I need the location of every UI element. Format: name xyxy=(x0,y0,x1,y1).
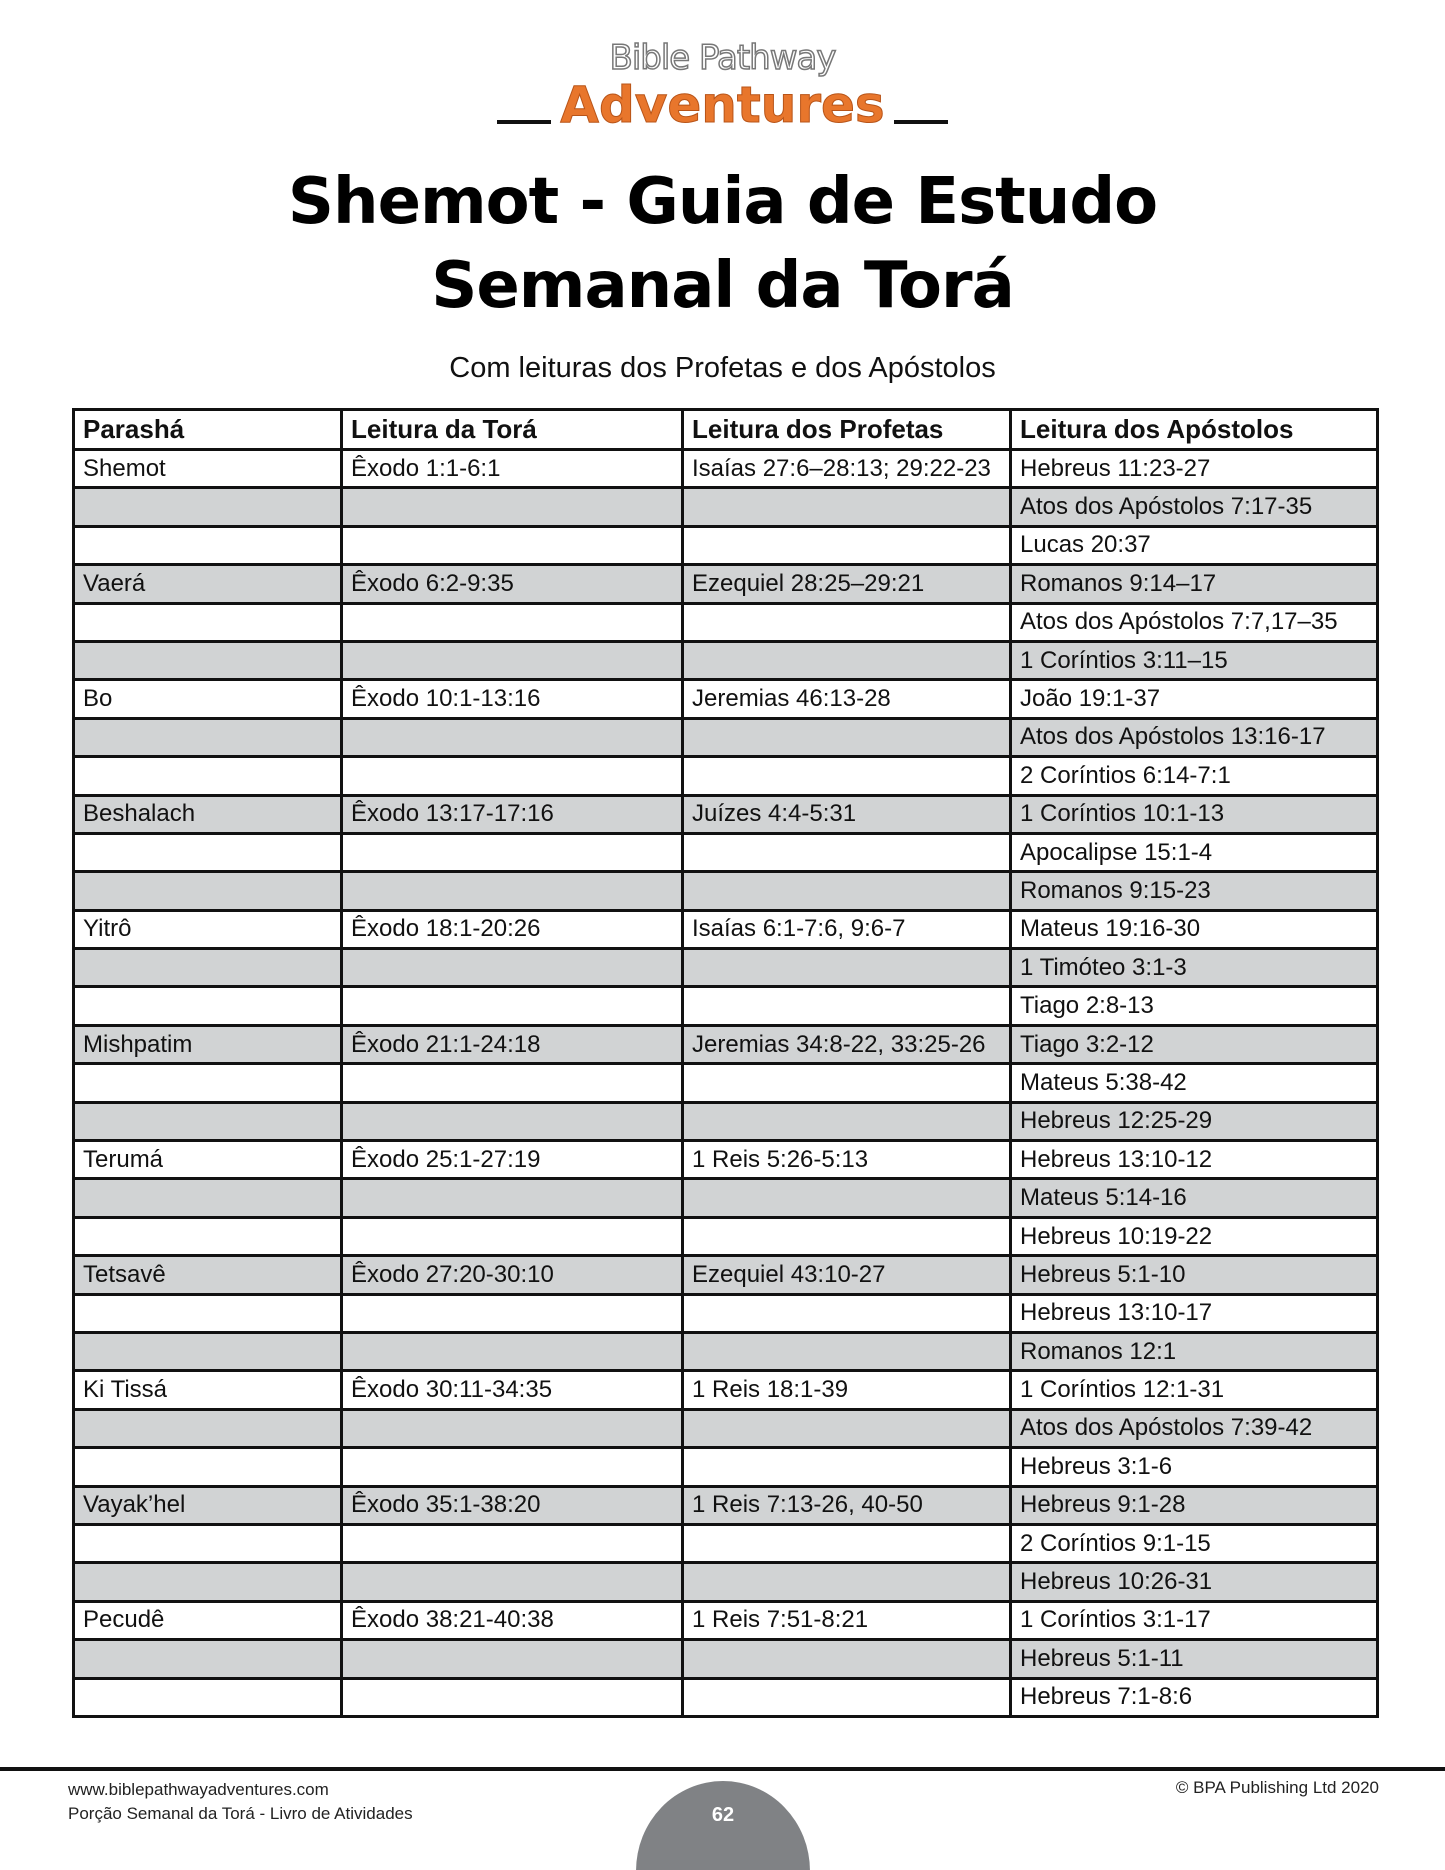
cell-apostles: Hebreus 5:1-10 xyxy=(1011,1256,1378,1294)
cell-torah: Êxodo 27:20-30:10 xyxy=(342,1256,683,1294)
cell-prophets: Jeremias 46:13-28 xyxy=(683,680,1011,718)
cell-prophets: Isaías 6:1-7:6, 9:6-7 xyxy=(683,910,1011,948)
cell-parasha: Ki Tissá xyxy=(74,1371,342,1409)
cell-parasha xyxy=(74,1678,342,1716)
cell-torah xyxy=(342,1524,683,1562)
cell-prophets xyxy=(683,1563,1011,1601)
cell-apostles: 2 Coríntios 9:1-15 xyxy=(1011,1524,1378,1562)
cell-apostles: Romanos 9:15-23 xyxy=(1011,872,1378,910)
cell-torah xyxy=(342,949,683,987)
cell-parasha xyxy=(74,603,342,641)
footer-divider xyxy=(0,1767,1445,1771)
table-row xyxy=(74,1256,1378,1294)
cell-prophets: Juízes 4:4-5:31 xyxy=(683,795,1011,833)
cell-parasha: Terumá xyxy=(74,1141,342,1179)
cell-prophets xyxy=(683,718,1011,756)
cell-parasha xyxy=(74,1332,342,1370)
cell-torah xyxy=(342,1294,683,1332)
logo-divider-right xyxy=(894,120,948,124)
cell-parasha xyxy=(74,1448,342,1486)
cell-prophets xyxy=(683,1448,1011,1486)
cell-prophets xyxy=(683,526,1011,564)
table-row xyxy=(74,1217,1378,1255)
logo-line-1: Bible Pathway xyxy=(609,38,836,78)
table-row xyxy=(74,718,1378,756)
cell-torah xyxy=(342,1102,683,1140)
table-row xyxy=(74,565,1378,603)
page-subtitle: Com leituras dos Profetas e dos Apóstolos xyxy=(449,352,996,384)
cell-parasha xyxy=(74,1179,342,1217)
cell-apostles: Romanos 12:1 xyxy=(1011,1332,1378,1370)
cell-torah xyxy=(342,833,683,871)
table-row xyxy=(74,488,1378,526)
cell-torah: Êxodo 30:11-34:35 xyxy=(342,1371,683,1409)
cell-parasha xyxy=(74,526,342,564)
cell-torah xyxy=(342,1179,683,1217)
cell-parasha xyxy=(74,949,342,987)
cell-prophets xyxy=(683,1409,1011,1447)
cell-prophets: Ezequiel 43:10-27 xyxy=(683,1256,1011,1294)
table-row xyxy=(74,987,1378,1025)
cell-apostles: Hebreus 5:1-11 xyxy=(1011,1640,1378,1678)
table-row xyxy=(74,1371,1378,1409)
table-row xyxy=(74,450,1378,488)
cell-prophets xyxy=(683,641,1011,679)
table-row xyxy=(74,757,1378,795)
table-body xyxy=(74,450,1378,1717)
cell-torah xyxy=(342,1217,683,1255)
cell-prophets: 1 Reis 7:51-8:21 xyxy=(683,1601,1011,1639)
cell-parasha xyxy=(74,641,342,679)
table-row xyxy=(74,1448,1378,1486)
cell-torah xyxy=(342,1563,683,1601)
cell-torah xyxy=(342,1332,683,1370)
header-prophets-reading: Leitura dos Profetas xyxy=(683,410,1011,450)
table-row xyxy=(74,1141,1378,1179)
table-row xyxy=(74,1486,1378,1524)
cell-prophets: Jeremias 34:8-22, 33:25-26 xyxy=(683,1025,1011,1063)
cell-torah: Êxodo 6:2-9:35 xyxy=(342,565,683,603)
table-row xyxy=(74,1102,1378,1140)
cell-apostles: Hebreus 12:25-29 xyxy=(1011,1102,1378,1140)
cell-parasha xyxy=(74,1294,342,1332)
cell-apostles: Lucas 20:37 xyxy=(1011,526,1378,564)
cell-prophets xyxy=(683,1217,1011,1255)
cell-parasha xyxy=(74,488,342,526)
table-row xyxy=(74,872,1378,910)
cell-torah: Êxodo 21:1-24:18 xyxy=(342,1025,683,1063)
cell-parasha: Pecudê xyxy=(74,1601,342,1639)
cell-apostles: Mateus 5:38-42 xyxy=(1011,1064,1378,1102)
cell-apostles: Hebreus 13:10-17 xyxy=(1011,1294,1378,1332)
cell-parasha: Shemot xyxy=(74,450,342,488)
cell-torah xyxy=(342,1064,683,1102)
cell-prophets xyxy=(683,1678,1011,1716)
table-row xyxy=(74,1332,1378,1370)
cell-torah: Êxodo 1:1-6:1 xyxy=(342,450,683,488)
cell-apostles: 1 Timóteo 3:1-3 xyxy=(1011,949,1378,987)
cell-parasha xyxy=(74,718,342,756)
cell-prophets xyxy=(683,1524,1011,1562)
cell-parasha xyxy=(74,1563,342,1601)
cell-apostles: Hebreus 9:1-28 xyxy=(1011,1486,1378,1524)
cell-parasha: Beshalach xyxy=(74,795,342,833)
table-row xyxy=(74,1409,1378,1447)
cell-torah xyxy=(342,526,683,564)
cell-torah xyxy=(342,872,683,910)
table-row xyxy=(74,603,1378,641)
cell-parasha xyxy=(74,757,342,795)
table-row xyxy=(74,949,1378,987)
cell-torah xyxy=(342,488,683,526)
table-row xyxy=(74,795,1378,833)
cell-parasha xyxy=(74,1524,342,1562)
cell-parasha: Yitrô xyxy=(74,910,342,948)
table-row xyxy=(74,1640,1378,1678)
cell-torah xyxy=(342,1409,683,1447)
table-row xyxy=(74,1524,1378,1562)
cell-torah: Êxodo 10:1-13:16 xyxy=(342,680,683,718)
table-row xyxy=(74,1025,1378,1063)
cell-parasha xyxy=(74,1102,342,1140)
cell-prophets xyxy=(683,987,1011,1025)
cell-torah: Êxodo 38:21-40:38 xyxy=(342,1601,683,1639)
footer-book-title: Porção Semanal da Torá - Livro de Atividades xyxy=(68,1804,413,1823)
cell-apostles: Hebreus 10:19-22 xyxy=(1011,1217,1378,1255)
cell-torah xyxy=(342,641,683,679)
cell-torah: Êxodo 35:1-38:20 xyxy=(342,1486,683,1524)
title-line-2: Semanal da Torá xyxy=(431,249,1014,323)
cell-prophets: 1 Reis 7:13-26, 40-50 xyxy=(683,1486,1011,1524)
cell-apostles: Apocalipse 15:1-4 xyxy=(1011,833,1378,871)
cell-parasha: Vaerá xyxy=(74,565,342,603)
cell-apostles: João 19:1-37 xyxy=(1011,680,1378,718)
cell-apostles: Atos dos Apóstolos 7:7,17–35 xyxy=(1011,603,1378,641)
cell-apostles: Mateus 5:14-16 xyxy=(1011,1179,1378,1217)
header-apostles-reading: Leitura dos Apóstolos xyxy=(1011,410,1378,450)
cell-prophets xyxy=(683,603,1011,641)
brand-logo xyxy=(0,30,1445,140)
table-header-row xyxy=(74,410,1378,450)
cell-torah xyxy=(342,1678,683,1716)
cell-prophets xyxy=(683,1332,1011,1370)
table-row xyxy=(74,1678,1378,1716)
cell-torah: Êxodo 13:17-17:16 xyxy=(342,795,683,833)
cell-parasha xyxy=(74,833,342,871)
footer-website: www.biblepathwayadventures.com xyxy=(68,1780,329,1799)
title-line-1: Shemot - Guia de Estudo xyxy=(287,165,1158,239)
cell-prophets: Isaías 27:6–28:13; 29:22-23 xyxy=(683,450,1011,488)
cell-prophets xyxy=(683,1179,1011,1217)
page-title xyxy=(0,160,1445,328)
table-row xyxy=(74,641,1378,679)
cell-parasha xyxy=(74,1640,342,1678)
cell-apostles: Romanos 9:14–17 xyxy=(1011,565,1378,603)
cell-apostles: Atos dos Apóstolos 13:16-17 xyxy=(1011,718,1378,756)
cell-prophets xyxy=(683,1102,1011,1140)
cell-apostles: Atos dos Apóstolos 7:17-35 xyxy=(1011,488,1378,526)
cell-apostles: Atos dos Apóstolos 7:39-42 xyxy=(1011,1409,1378,1447)
cell-prophets xyxy=(683,488,1011,526)
table-row xyxy=(74,680,1378,718)
cell-prophets: 1 Reis 18:1-39 xyxy=(683,1371,1011,1409)
table-row xyxy=(74,1064,1378,1102)
page-number: 62 xyxy=(711,1804,735,1826)
cell-parasha: Vayak’hel xyxy=(74,1486,342,1524)
table-row xyxy=(74,526,1378,564)
table-row xyxy=(74,1563,1378,1601)
cell-apostles: Mateus 19:16-30 xyxy=(1011,910,1378,948)
table-row xyxy=(74,1294,1378,1332)
cell-torah xyxy=(342,718,683,756)
cell-torah: Êxodo 18:1-20:26 xyxy=(342,910,683,948)
cell-prophets xyxy=(683,949,1011,987)
cell-prophets xyxy=(683,757,1011,795)
cell-prophets xyxy=(683,1064,1011,1102)
cell-torah xyxy=(342,1640,683,1678)
readings-table xyxy=(72,408,1379,1718)
cell-parasha: Tetsavê xyxy=(74,1256,342,1294)
cell-apostles: Tiago 3:2-12 xyxy=(1011,1025,1378,1063)
cell-parasha xyxy=(74,1217,342,1255)
cell-apostles: Hebreus 7:1-8:6 xyxy=(1011,1678,1378,1716)
cell-parasha: Mishpatim xyxy=(74,1025,342,1063)
cell-prophets xyxy=(683,1294,1011,1332)
cell-parasha xyxy=(74,1064,342,1102)
cell-parasha: Bo xyxy=(74,680,342,718)
cell-apostles: 1 Coríntios 10:1-13 xyxy=(1011,795,1378,833)
cell-apostles: Hebreus 3:1-6 xyxy=(1011,1448,1378,1486)
cell-apostles: Hebreus 11:23-27 xyxy=(1011,450,1378,488)
table-row xyxy=(74,1601,1378,1639)
cell-prophets xyxy=(683,872,1011,910)
cell-prophets xyxy=(683,1640,1011,1678)
footer-copyright: © BPA Publishing Ltd 2020 xyxy=(1175,1778,1379,1797)
header-torah-reading: Leitura da Torá xyxy=(342,410,683,450)
cell-prophets: Ezequiel 28:25–29:21 xyxy=(683,565,1011,603)
cell-parasha xyxy=(74,872,342,910)
cell-torah xyxy=(342,757,683,795)
cell-torah xyxy=(342,1448,683,1486)
cell-apostles: Tiago 2:8-13 xyxy=(1011,987,1378,1025)
cell-parasha xyxy=(74,987,342,1025)
cell-torah xyxy=(342,987,683,1025)
table-row xyxy=(74,833,1378,871)
cell-apostles: 1 Coríntios 12:1-31 xyxy=(1011,1371,1378,1409)
cell-apostles: 1 Coríntios 3:1-17 xyxy=(1011,1601,1378,1639)
table-row xyxy=(74,910,1378,948)
cell-torah: Êxodo 25:1-27:19 xyxy=(342,1141,683,1179)
cell-parasha xyxy=(74,1409,342,1447)
cell-apostles: Hebreus 10:26-31 xyxy=(1011,1563,1378,1601)
cell-prophets xyxy=(683,833,1011,871)
cell-apostles: 2 Coríntios 6:14-7:1 xyxy=(1011,757,1378,795)
logo-line-2: Adventures xyxy=(560,76,885,134)
cell-torah xyxy=(342,603,683,641)
table-row xyxy=(74,1179,1378,1217)
cell-apostles: 1 Coríntios 3:11–15 xyxy=(1011,641,1378,679)
cell-prophets: 1 Reis 5:26-5:13 xyxy=(683,1141,1011,1179)
footer-left xyxy=(68,1778,413,1826)
cell-apostles: Hebreus 13:10-12 xyxy=(1011,1141,1378,1179)
header-parasha: Parashá xyxy=(74,410,342,450)
